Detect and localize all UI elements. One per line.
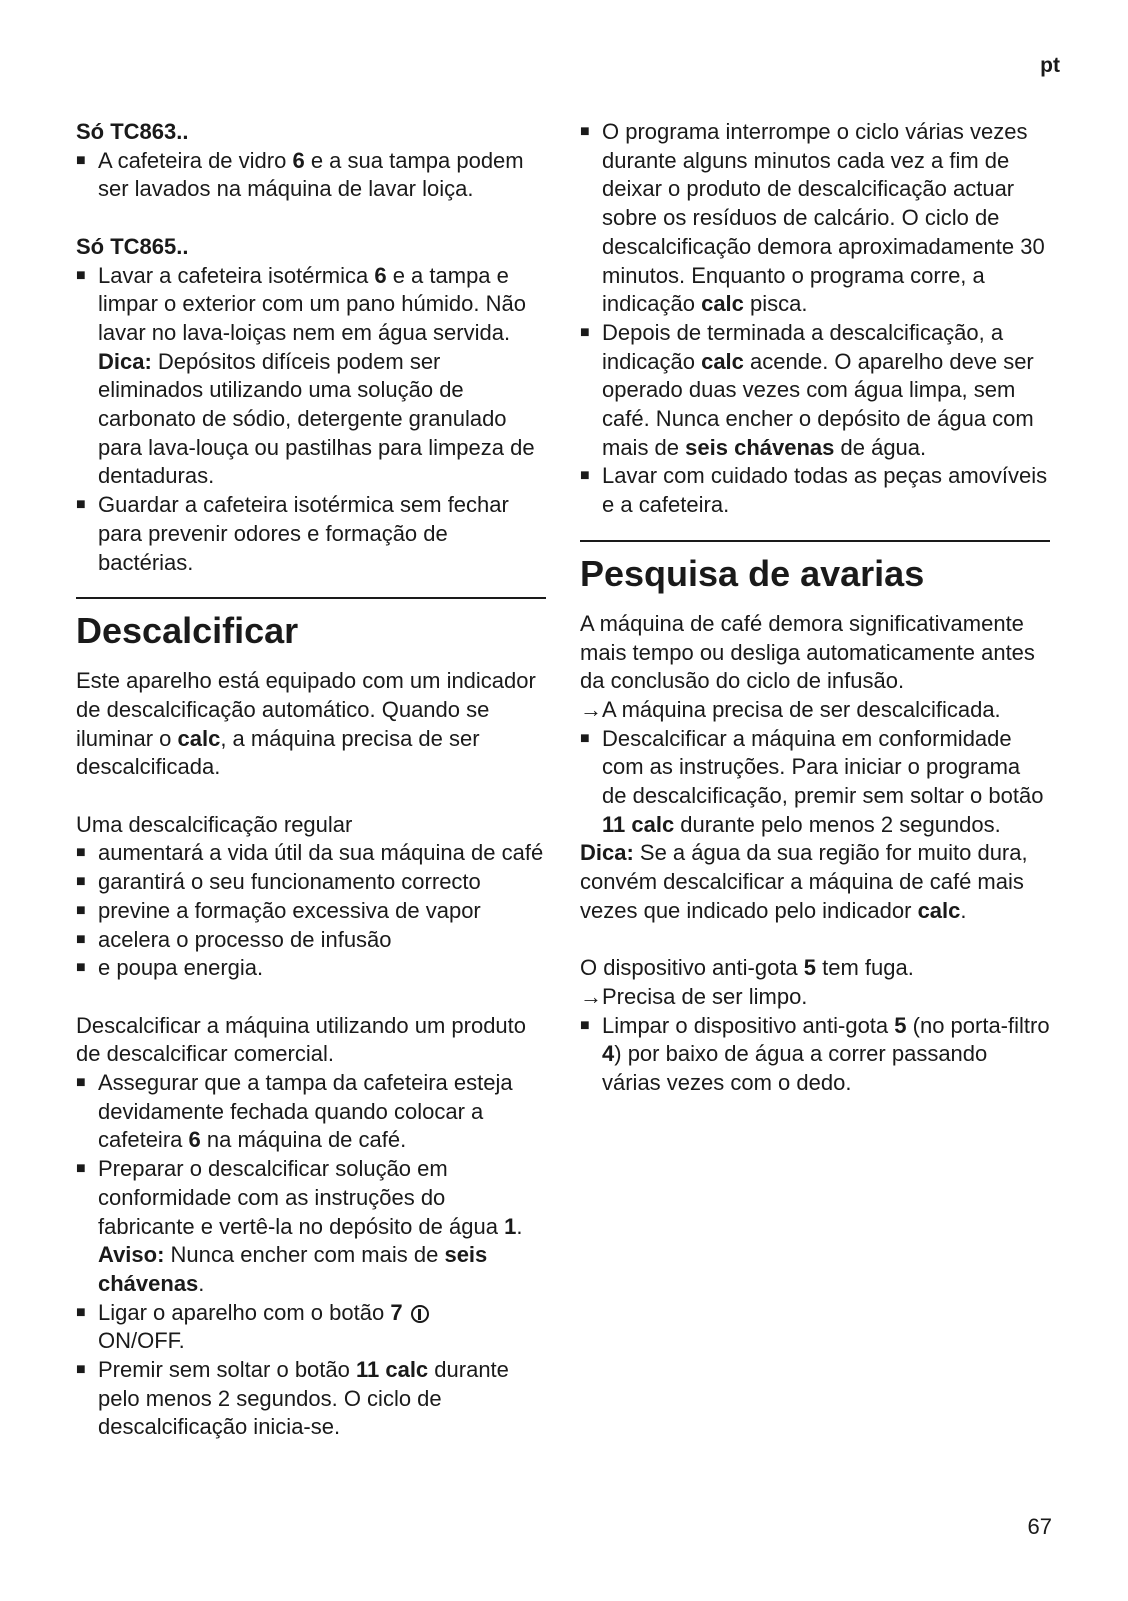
intro-paragraph: Este aparelho está equipado com um indicador de descalcificação automático. Quando se iluminar o calc, a máquina precisa de ser descalcificada. — [76, 668, 536, 780]
list-item: ■ Ligar o aparelho com o botão 7 ON/OFF. — [76, 1299, 546, 1356]
list-item: ■ aumentará a vida útil da sua máquina de café — [76, 839, 546, 868]
section-title-pesquisa: Pesquisa de avarias — [580, 552, 925, 594]
commercial-paragraph: Descalcificar a máquina utilizando um produto de descalcificar comercial. — [76, 1012, 527, 1067]
symptom-paragraph: A máquina de café demora significativamente mais tempo ou desliga automaticamente antes da conclusão do ciclo de infusão. — [580, 610, 1035, 694]
section-title-descalcificar: Descalcificar — [76, 610, 299, 652]
list-item: ■ Limpar o dispositivo anti-gota 5 (no porta-filtro 4) por baixo de água a correr passando várias vezes com o dedo. — [580, 1012, 1050, 1098]
list-item: ■ Lavar a cafeteira isotérmica 6 e a tampa e limpar o exterior com um pano húmido. Não lavar no lava-loiças nem em água servida. Dica: Depósitos difíceis podem ser eliminados utilizando uma solução de carbonato de sódio, detergente granulado para lava-louça ou pastilhas para limpeza de dentaduras. — [76, 262, 546, 492]
list-item: ■ A cafeteira de vidro 6 e a sua tampa podem ser lavados na máquina de lavar loiça. — [76, 147, 546, 204]
list-item: ■ garantirá o seu funcionamento correcto — [76, 868, 546, 897]
list-item: ■ Lavar com cuidado todas as peças amovíveis e a cafeteira. — [580, 462, 1050, 519]
warning-text: Aviso: Nunca encher com mais de seis chávenas. — [98, 1242, 488, 1296]
power-icon — [411, 1305, 429, 1323]
list-item: ■ acelera o processo de infusão — [76, 926, 546, 955]
list-item: ■ Premir sem soltar o botão 11 calc durante pelo menos 2 segundos. O ciclo de descalcificação inicia-se. — [76, 1356, 546, 1442]
list-item: ■ previne a formação excessiva de vapor — [76, 897, 546, 926]
tip-text: Dica: Se a água da sua região for muito dura, convém descalcificar a máquina de café mais vezes que indicado pelo indicador calc. — [580, 840, 1028, 923]
model-heading-tc865: Só TC865.. — [76, 233, 189, 259]
section-divider — [76, 597, 546, 599]
language-code: pt — [1040, 54, 1060, 77]
list-item: ■ O programa interrompe o ciclo várias vezes durante alguns minutos cada vez a fim de deixar o produto de descalcificação actuar sobre os resíduos de calcário. O ciclo de descalcificação demora aproximadamente 30 minutos. Enquanto o programa corre, a indicação calc pisca. — [580, 118, 1050, 319]
list-item: ■ Guardar a cafeteira isotérmica sem fechar para prevenir odores e formação de bactérias. — [76, 491, 546, 577]
benefits-lead: Uma descalcificação regular — [76, 811, 353, 837]
cause-arrow-line: → Precisa de ser limpo. — [580, 983, 1050, 1012]
left-column — [76, 118, 546, 1442]
page-number: 67 — [1027, 1514, 1052, 1539]
section-divider — [580, 540, 1050, 542]
cause-arrow-line: → A máquina precisa de ser descalcificada. — [580, 696, 1050, 725]
right-column — [580, 118, 1050, 1098]
list-item: ■ Preparar o descalcificar solução em conformidade com as instruções do fabricante e vertê-la no depósito de água 1. Aviso: Nunca encher com mais de seis chávenas. — [76, 1155, 546, 1299]
list-item: ■ Assegurar que a tampa da cafeteira esteja devidamente fechada quando colocar a cafeteira 6 na máquina de café. — [76, 1069, 546, 1155]
symptom-paragraph: O dispositivo anti-gota 5 tem fuga. — [580, 955, 914, 981]
tip-text: Dica: Depósitos difíceis podem ser eliminados utilizando uma solução de carbonato de sódio, detergente granulado para lava-louça ou pastilhas para limpeza de dentaduras. — [98, 348, 535, 489]
list-item: ■ e poupa energia. — [76, 954, 546, 983]
list-item: ■ Depois de terminada a descalcificação, a indicação calc acende. O aparelho deve ser operado duas vezes com água limpa, sem café. Nunca encher o depósito de água com mais de seis chávenas de água. — [580, 319, 1050, 463]
list-item: ■ Descalcificar a máquina em conformidade com as instruções. Para iniciar o programa de descalcificação, premir sem soltar o botão 11 calc durante pelo menos 2 segundos. — [580, 725, 1050, 840]
model-heading-tc863: Só TC863.. — [76, 119, 189, 144]
